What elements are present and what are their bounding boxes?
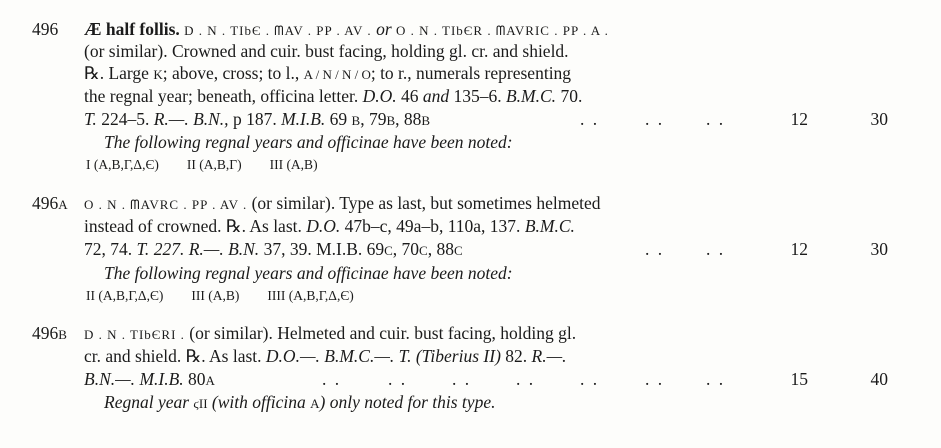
entry-number: 496 bbox=[32, 193, 59, 213]
price-vf: 30 bbox=[870, 239, 888, 259]
regnal-years: I (A,B,Γ,Δ,Є) II (A,B,Γ) III (A,B) bbox=[86, 157, 318, 172]
price-vf: 30 bbox=[870, 109, 888, 129]
regnal-years: II (A,B,Γ,Δ,Є) III (A,B) IIII (A,B,Γ,Δ,Є) bbox=[86, 288, 354, 303]
entry-number: 496 bbox=[32, 19, 59, 39]
denomination: Æ half follis. bbox=[84, 19, 180, 39]
note: Regnal year ϛII (with officina A) only noted for this type. bbox=[104, 392, 496, 412]
price-fine: 15 bbox=[790, 369, 808, 389]
price-vf: 40 bbox=[870, 369, 888, 389]
note: The following regnal years and officinae have been noted: bbox=[104, 263, 513, 283]
entry-number: 496 bbox=[32, 323, 59, 343]
note: The following regnal years and officinae have been noted: bbox=[104, 132, 513, 152]
catalogue-page: 496 Æ half follis. D . N . TIbЄ . ᗰAV . PP . AV . or O . N . TIbЄR . ᗰAVRIC . PP . A . (or similar). Crowned and cuir. bust facing, holding gl. cr. and shield. ℞. Large K; above, cross; to l., A / N / N / O; to r., numerals representing the regnal year; beneath, officina letter. D.O. 46 and 135–6. B.M.C. 70. T. 224–5. R.—. B.N., p 187. M.I.B. 69 B, 79B, 88B . . . . . . 12 30 The following regnal years and officinae have been noted: I (A,B,Γ,Δ,Є) II (A,B,Γ) III (A,B) 496A O . N . ᗰAVRC . PP . AV . (or similar). Type as last, but sometimes helmeted instead of crowned. ℞. As last. D.O. 47b–c, 49a–b, 110a, 137. B.M.C. 72, 74. T. 227. R.—. B.N. 37, 39. M.I.B. 69C, 70C, 88C . . . . 12 30 The following regnal years and officinae have been noted: II (A,B,Γ,Δ,Є) III (A,B) IIII (A,B,Γ,Δ,Є) 496B D . N . TIbЄRI . (or similar). Helmeted and cuir. bust facing, holding gl. cr. and shield. ℞. As last. D.O.—. B.M.C.—. T. (Tiberius II) 82. R.—. B.N.—. M.I.B. 80A . . . . . . . . . . . . . . 15 40 Regnal year ϛII (with officina A) only noted for this type. bbox=[0, 0, 941, 448]
price-fine: 12 bbox=[790, 109, 808, 129]
price-fine: 12 bbox=[790, 239, 808, 259]
